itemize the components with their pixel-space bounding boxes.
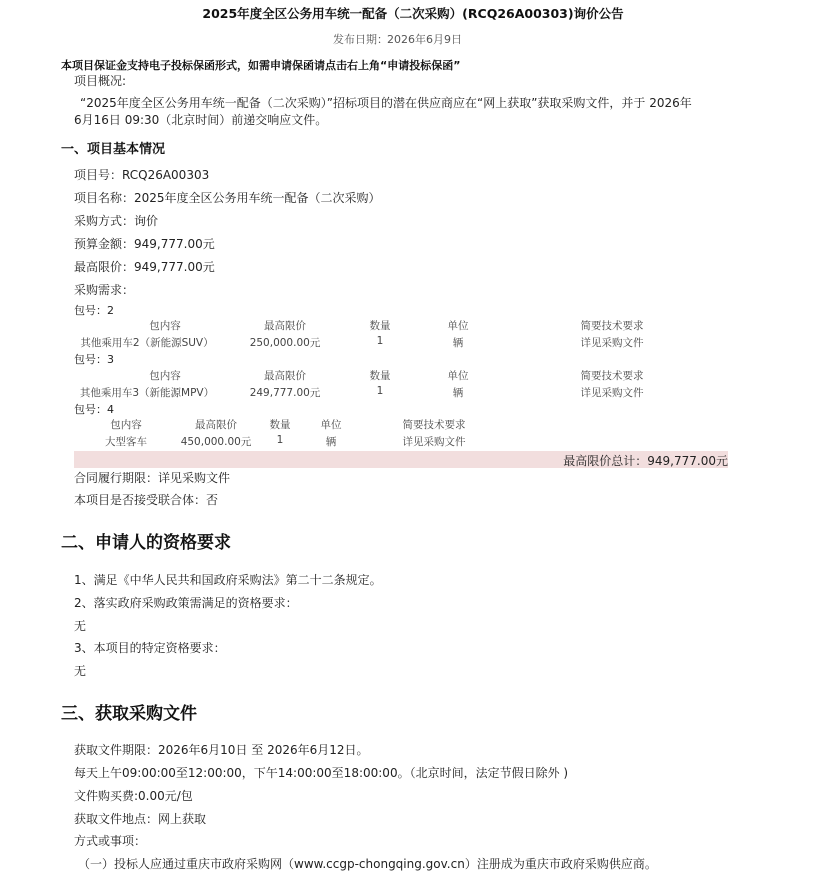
cell-max-price: 450,000.00元 xyxy=(180,436,252,448)
project-name: 项目名称：2025年度全区公务用车统一配备（二次采购） xyxy=(74,191,381,205)
cell-quantity: 1 xyxy=(276,434,284,446)
package-label: 包号：2 xyxy=(74,304,114,317)
col-header-tech-req: 简要技术要求 xyxy=(580,320,644,332)
col-header-max-price: 最高限价 xyxy=(195,419,237,431)
cell-tech-req: 详见采购文件 xyxy=(580,337,644,349)
cell-unit: 辆 xyxy=(452,337,464,349)
qualification-item-2-value: 无 xyxy=(74,619,87,633)
overview-line-2: 6月16日 09:30（北京时间）前递交响应文件。 xyxy=(74,113,328,127)
obtain-hours: 每天上午09:00:00至12:00:00，下午14:00:00至18:00:00。（北京时间，法定节假日除外 ) xyxy=(74,766,569,780)
cell-tech-req: 详见采购文件 xyxy=(402,436,466,448)
contract-period: 合同履行期限：详见采购文件 xyxy=(74,471,231,485)
col-header-content: 包内容 xyxy=(110,419,142,431)
cell-max-price: 249,777.00元 xyxy=(249,387,321,399)
col-header-content: 包内容 xyxy=(149,370,181,382)
cell-quantity: 1 xyxy=(376,335,384,347)
document-price: 文件购买费:0.00元/包 xyxy=(74,789,193,803)
col-header-quantity: 数量 xyxy=(369,370,391,382)
qualification-item-1: 1、满足《中华人民共和国政府采购法》第二十二条规定。 xyxy=(74,573,382,587)
total-price-bar xyxy=(74,451,728,468)
cell-content: 大型客车 xyxy=(105,436,147,448)
qualification-item-2: 2、落实政府采购政策需满足的资格要求： xyxy=(74,596,298,610)
page-title: 2025年度全区公务用车统一配备（二次采购）(RCQ26A00303)询价公告 xyxy=(202,6,624,21)
col-header-max-price: 最高限价 xyxy=(264,370,306,382)
col-header-quantity: 数量 xyxy=(369,320,391,332)
section-heading-obtain-docs: 三、获取采购文件 xyxy=(61,704,197,724)
cell-unit: 辆 xyxy=(325,436,337,448)
qualification-item-3: 3、本项目的特定资格要求： xyxy=(74,641,226,655)
publish-date-label: 发布日期： xyxy=(333,33,388,46)
method-step-1: （一）投标人应通过重庆市政府采购网（www.ccgp-chongqing.gov.cn）注册成为重庆市政府采购供应商。 xyxy=(78,857,657,871)
qualification-item-3-value: 无 xyxy=(74,664,87,678)
obtain-location: 获取文件地点：网上获取 xyxy=(74,812,207,826)
col-header-unit: 单位 xyxy=(320,419,342,431)
package-label: 包号：3 xyxy=(74,353,114,366)
section-heading-basic-info: 一、项目基本情况 xyxy=(61,142,166,157)
package-label: 包号：4 xyxy=(74,403,114,416)
requirement-label: 采购需求： xyxy=(74,283,135,297)
cell-content: 其他乘用车3（新能源MPV） xyxy=(79,387,215,399)
section-heading-qualification: 二、申请人的资格要求 xyxy=(61,533,231,553)
guarantee-notice: 本项目保证金支持电子投标保函形式，如需申请保函请点击右上角“申请投标保函” xyxy=(61,59,461,72)
overview-label: 项目概况: xyxy=(74,74,127,88)
procurement-method: 采购方式：询价 xyxy=(74,214,159,228)
overview-line-1: “2025年度全区公务用车统一配备（二次采购）”招标项目的潜在供应商应在“网上获取”获取采购文件，并于 2026年 xyxy=(80,96,692,110)
col-header-tech-req: 简要技术要求 xyxy=(580,370,644,382)
consortium-accepted: 本项目是否接受联合体：否 xyxy=(74,493,219,507)
cell-content: 其他乘用车2（新能源SUV） xyxy=(80,337,214,349)
cell-quantity: 1 xyxy=(376,385,384,397)
publish-date: 2026年6月9日 xyxy=(387,33,462,46)
col-header-tech-req: 简要技术要求 xyxy=(402,419,466,431)
col-header-unit: 单位 xyxy=(447,370,469,382)
col-header-unit: 单位 xyxy=(447,320,469,332)
obtain-period: 获取文件期限：2026年6月10日 至 2026年6月12日。 xyxy=(74,743,369,757)
method-label: 方式或事项： xyxy=(74,834,147,848)
cell-unit: 辆 xyxy=(452,387,464,399)
cell-max-price: 250,000.00元 xyxy=(249,337,321,349)
project-number: 项目号：RCQ26A00303 xyxy=(74,168,210,182)
col-header-max-price: 最高限价 xyxy=(264,320,306,332)
col-header-content: 包内容 xyxy=(149,320,181,332)
max-price: 最高限价：949,777.00元 xyxy=(74,260,215,274)
total-price: 最高限价总计：949,777.00元 xyxy=(563,454,728,468)
budget-amount: 预算金额：949,777.00元 xyxy=(74,237,215,251)
col-header-quantity: 数量 xyxy=(269,419,291,431)
cell-tech-req: 详见采购文件 xyxy=(580,387,644,399)
